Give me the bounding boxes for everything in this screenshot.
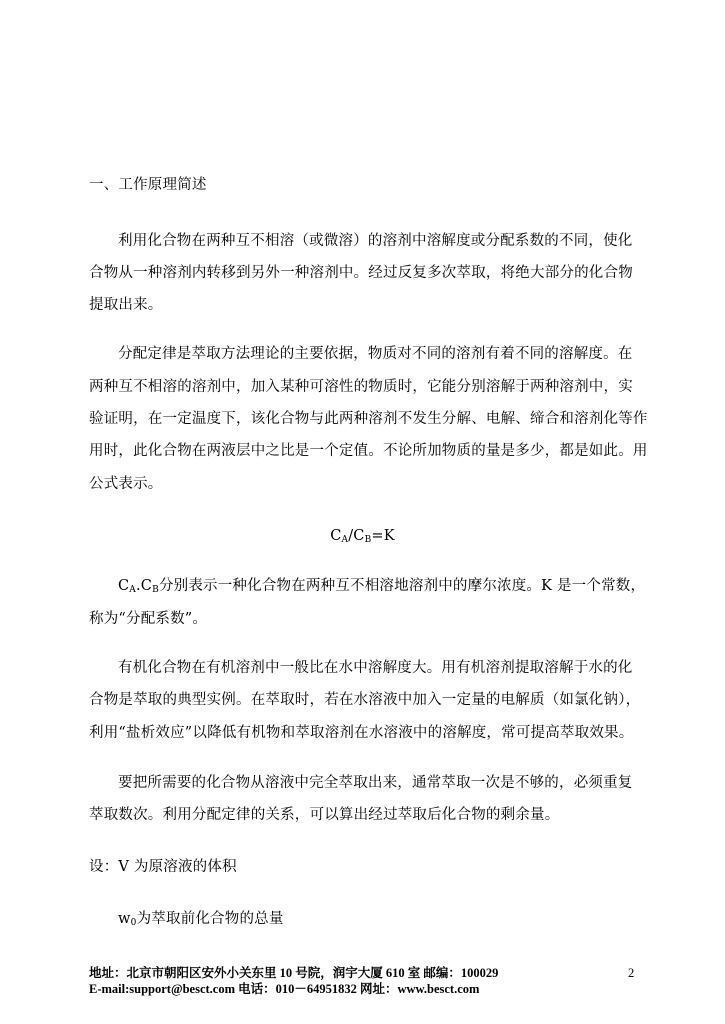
paragraph-2-line-4: 用时，此化合物在两液层中之比是一个定值。不论所加物质的量是多少，都是如此。用 [89, 443, 648, 459]
formula: $C_A/C_B=K$ [330, 528, 395, 545]
paragraph-1-line-1: 利用化合物在两种互不相溶（或微溶）的溶剂中溶解度或分配系数的不同，使化 [118, 233, 633, 249]
paragraph-1-line-2: 合物从一种溶剂内转移到另外一种溶剂中。经过反复多次萃取，将绝大部分的化合物 [89, 265, 633, 281]
paragraph-3-line-2: 称为“分配系数”。 [89, 611, 208, 627]
paragraph-4-line-1: 有机化合物在有机溶剂中一般比在水中溶解度大。用有机溶剂提取溶解于水的化 [118, 660, 633, 676]
paragraph-3-line-1: $C_A.C_B$分别表示一种化合物在两种互不相溶地溶剂中的摩尔浓度。K 是一个常数， [118, 578, 646, 595]
paragraph-2-line-3: 验证明，在一定温度下，该化合物与此两种溶剂不发生分解、电解、缔合和溶剂化等作 [89, 411, 648, 427]
footer-address: 地址：北京市朝阳区安外小关东里 10 号院，润宇大厦 610 室 邮编：100029 [89, 966, 499, 980]
paragraph-1-line-3: 提取出来。 [89, 297, 163, 313]
paragraph-5-line-1: 要把所需要的化合物从溶液中完全萃取出来，通常萃取一次是不够的，必须重复 [118, 775, 633, 791]
footer-contact: E-mail:support@besct.com 电话：010－64951832 网址：www.besct.com [89, 982, 480, 996]
paragraph-6: 设：V 为原溶液的体积 [89, 859, 237, 875]
paragraph-2-line-1: 分配定律是萃取方法理论的主要依据，物质对不同的溶剂有着不同的溶解度。在 [118, 346, 633, 362]
paragraph-4-line-3: 利用“盐析效应”以降低有机物和萃取溶剂在水溶液中的溶解度，常可提高萃取效果。 [89, 725, 634, 741]
paragraph-5-line-2: 萃取数次。利用分配定律的关系，可以算出经过萃取后化合物的剩余量。 [89, 807, 560, 823]
page-number: 2 [628, 966, 635, 980]
paragraph-2-line-2: 两种互不相溶的溶剂中，加入某种可溶性的物质时，它能分别溶解于两种溶剂中，实 [89, 379, 633, 395]
paragraph-7: $w_0$为萃取前化合物的总量 [118, 911, 284, 928]
section-heading: 一、工作原理简述 [89, 177, 207, 193]
paragraph-4-line-2: 合物是萃取的典型实例。在萃取时，若在水溶液中加入一定量的电解质（如氯化钠）， [89, 692, 641, 708]
paragraph-2-line-5: 公式表示。 [89, 476, 163, 492]
